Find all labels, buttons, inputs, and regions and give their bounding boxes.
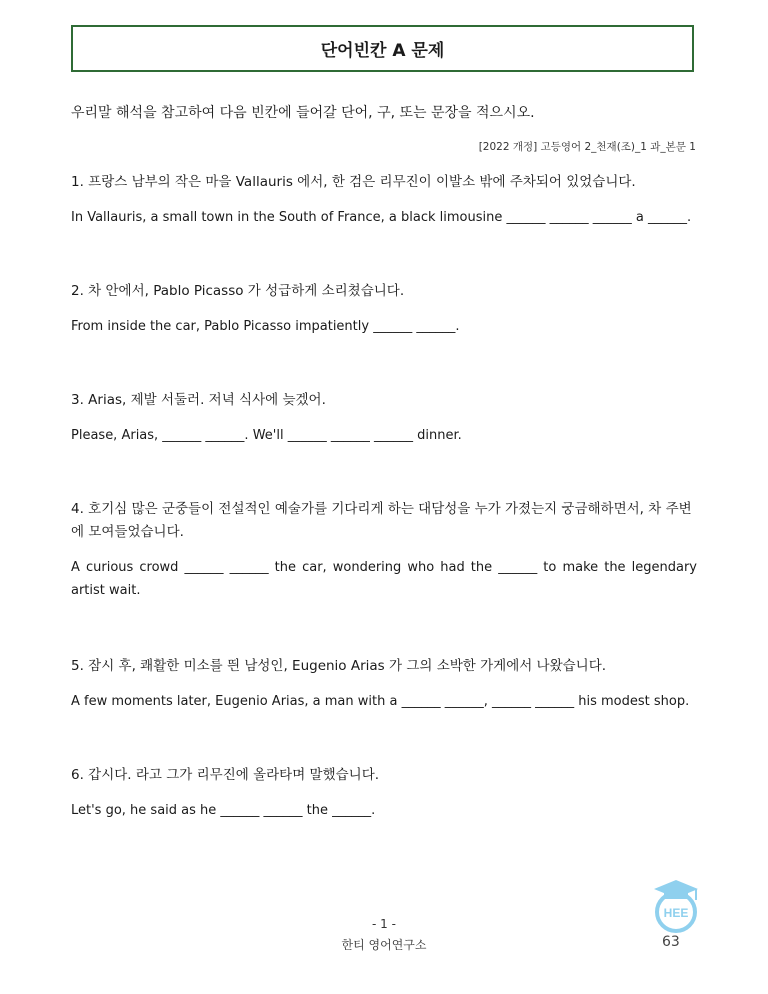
question-english: Let's go, he said as he ______ ______ the ______. — [71, 803, 376, 818]
source-label: [2022 개정] 고등영어 2_천재(조)_1 과_본문 1 — [478, 141, 696, 153]
question-4 — [71, 498, 697, 602]
question-english: A curious crowd ______ ______ the car, wondering who had the ______ to make the legendary artist wait. — [71, 560, 697, 598]
question-korean: 3. Arias, 제발 서둘러. 저녁 식사에 늦겠어. — [71, 392, 326, 408]
question-1 — [71, 171, 697, 229]
question-korean: 6. 갑시다. 라고 그가 리무진에 올라타며 말했습니다. — [71, 767, 380, 783]
question-3 — [71, 389, 697, 447]
page-number: - 1 - — [372, 917, 396, 931]
footer-org: 한티 영어연구소 — [341, 938, 427, 952]
page-title: 단어빈칸 A 문제 — [320, 41, 445, 61]
footer-number: 63 — [662, 934, 680, 950]
question-korean: 1. 프랑스 남부의 작은 마을 Vallauris 에서, 한 검은 리무진이 이발소 밖에 주차되어 있었습니다. — [71, 174, 636, 190]
title-box — [71, 25, 694, 72]
question-english: In Vallauris, a small town in the South of France, a black limousine ______ ______ ______ a ______. — [71, 210, 692, 225]
logo-text: HEE — [663, 906, 689, 920]
question-english: From inside the car, Pablo Picasso impatiently ______ ______. — [71, 319, 460, 334]
question-english: A few moments later, Eugenio Arias, a man with a ______ ______, ______ ______ his modest shop. — [71, 694, 690, 709]
question-korean: 4. 호기심 많은 군중들이 전설적인 예술가를 기다리게 하는 대담성을 누가 가졌는지 궁금해하면서, 차 주변에 모여들었습니다. — [71, 501, 692, 540]
question-5 — [71, 655, 697, 713]
question-2 — [71, 280, 697, 338]
instruction-text: 우리말 해석을 참고하여 다음 빈칸에 들어갈 단어, 구, 또는 문장을 적으시오. — [71, 105, 535, 121]
question-6 — [71, 764, 697, 822]
question-korean: 2. 차 안에서, Pablo Picasso 가 성급하게 소리쳤습니다. — [71, 283, 405, 299]
question-korean: 5. 잠시 후, 쾌활한 미소를 띈 남성인, Eugenio Arias 가 그의 소박한 가게에서 나왔습니다. — [71, 658, 607, 674]
question-english: Please, Arias, ______ ______. We'll ______ ______ ______ dinner. — [71, 428, 462, 443]
